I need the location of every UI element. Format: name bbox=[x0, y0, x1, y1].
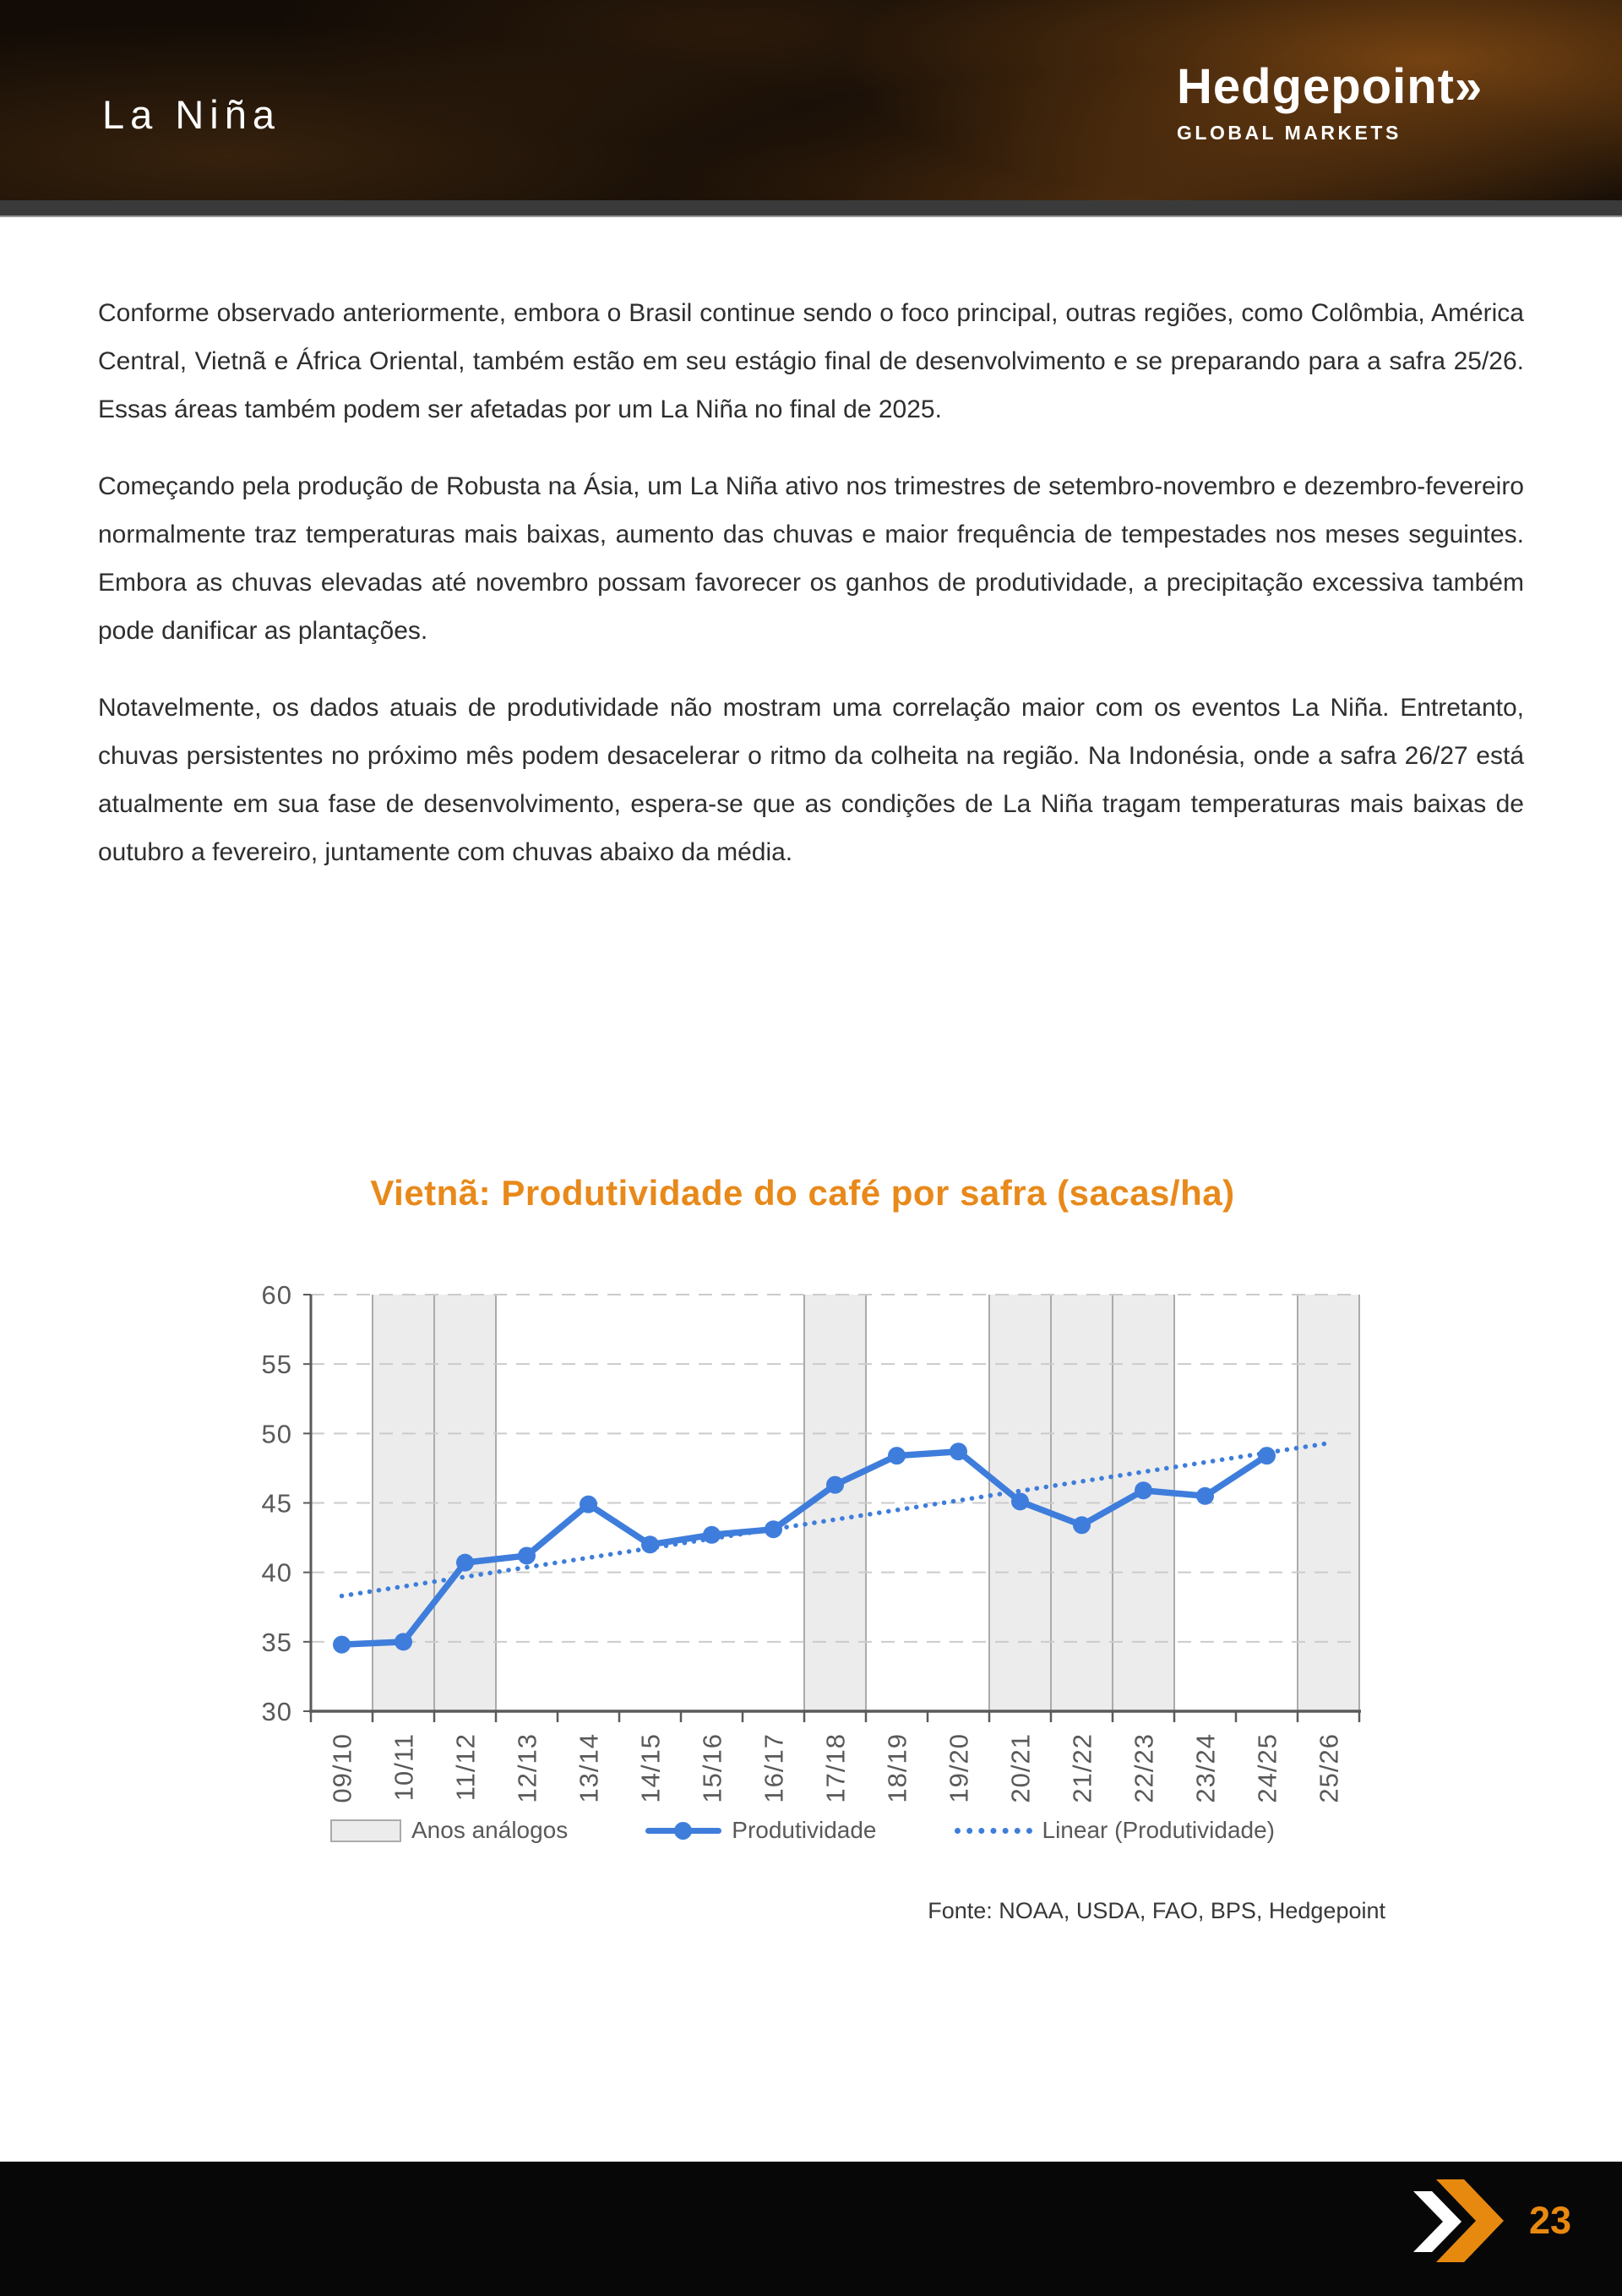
yield-chart bbox=[211, 1268, 1394, 1817]
svg-text:18/19: 18/19 bbox=[882, 1733, 912, 1803]
body-text bbox=[98, 289, 1524, 905]
svg-text:23/24: 23/24 bbox=[1190, 1733, 1221, 1803]
footer-chevrons-icon bbox=[1405, 2179, 1506, 2264]
brand-wordmark: Hedgepoint bbox=[1177, 59, 1455, 114]
paragraph-3: Notavelmente, os dados atuais de produtividade não mostram uma correlação maior com os eventos La Niña. Entretanto, chuvas persistentes no próximo mês podem desacelerar o ritmo da colheita na região. Na Indonésia, onde a safra 26/27 está atualmente em sua fase de desenvolvimento, espera-se que as condições de La Niña tragam temperaturas mais baixas de outubro a fevereiro, juntamente com chuvas abaixo da média. bbox=[98, 694, 1524, 866]
chart-title: Vietnã: Produtividade do café por safra (sacas/ha) bbox=[370, 1173, 1235, 1213]
svg-text:50: 50 bbox=[261, 1419, 292, 1449]
analog-years-swatch bbox=[330, 1819, 401, 1842]
productivity-line-swatch bbox=[645, 1828, 721, 1834]
svg-text:20/21: 20/21 bbox=[1005, 1733, 1036, 1803]
linear-trend-swatch bbox=[955, 1828, 1032, 1834]
brand-chevrons-icon: » bbox=[1454, 59, 1483, 114]
svg-text:12/13: 12/13 bbox=[512, 1733, 542, 1803]
svg-text:35: 35 bbox=[261, 1627, 292, 1657]
svg-text:24/25: 24/25 bbox=[1252, 1733, 1282, 1803]
svg-text:17/18: 17/18 bbox=[820, 1733, 851, 1803]
page-header bbox=[0, 0, 1622, 200]
svg-text:30: 30 bbox=[261, 1697, 292, 1726]
brand-logo bbox=[1177, 59, 1483, 145]
page-number: 23 bbox=[1528, 2199, 1572, 2242]
legend-item-productivity bbox=[645, 1817, 876, 1844]
svg-text:21/22: 21/22 bbox=[1067, 1733, 1097, 1803]
productivity-dot-icon bbox=[674, 1822, 692, 1840]
svg-text:19/20: 19/20 bbox=[944, 1733, 974, 1803]
brand-name bbox=[1177, 59, 1483, 114]
svg-text:13/14: 13/14 bbox=[574, 1733, 604, 1803]
chart-legend bbox=[211, 1817, 1394, 1844]
legend-label-productivity: Produtividade bbox=[732, 1817, 877, 1843]
page-title: La Niña bbox=[102, 92, 280, 137]
legend-label-linear-trend: Linear (Produtividade) bbox=[1042, 1817, 1275, 1843]
brand-subtitle: GLOBAL MARKETS bbox=[1177, 122, 1402, 144]
chart-source: Fonte: NOAA, USDA, FAO, BPS, Hedgepoint bbox=[928, 1898, 1385, 1923]
legend-item-analog-years bbox=[330, 1817, 568, 1844]
svg-text:45: 45 bbox=[261, 1488, 292, 1519]
svg-text:16/17: 16/17 bbox=[759, 1733, 789, 1803]
svg-text:10/11: 10/11 bbox=[389, 1733, 419, 1802]
paragraph-2: Começando pela produção de Robusta na Ásia, um La Niña ativo nos trimestres de setembro-novembro e dezembro-fevereiro normalmente traz temperaturas mais baixas, aumento das chuvas e maior frequência de tempestades nos meses seguintes. Embora as chuvas elevadas até novembro possam favorecer os ganhos de produtividade, a precipitação excessiva também pode danificar as plantações. bbox=[98, 472, 1524, 645]
svg-text:15/16: 15/16 bbox=[697, 1733, 727, 1803]
legend-item-linear-trend bbox=[955, 1817, 1276, 1844]
svg-text:14/15: 14/15 bbox=[635, 1733, 666, 1803]
legend-label-analog-years: Anos análogos bbox=[411, 1817, 569, 1843]
svg-text:40: 40 bbox=[261, 1557, 292, 1588]
page-footer bbox=[0, 2162, 1622, 2296]
svg-text:11/12: 11/12 bbox=[450, 1733, 481, 1802]
svg-text:55: 55 bbox=[261, 1350, 292, 1380]
svg-text:25/26: 25/26 bbox=[1314, 1733, 1344, 1803]
svg-text:09/10: 09/10 bbox=[327, 1733, 357, 1803]
header-divider bbox=[0, 200, 1622, 217]
svg-text:22/23: 22/23 bbox=[1129, 1733, 1159, 1803]
paragraph-1: Conforme observado anteriormente, embora o Brasil continue sendo o foco principal, outras regiões, como Colômbia, América Central, Vietnã e África Oriental, também estão em seu estágio final de desenvolvimento e se preparando para a safra 25/26. Essas áreas também podem ser afetadas por um La Niña no final de 2025. bbox=[98, 299, 1524, 423]
svg-text:60: 60 bbox=[261, 1280, 292, 1310]
